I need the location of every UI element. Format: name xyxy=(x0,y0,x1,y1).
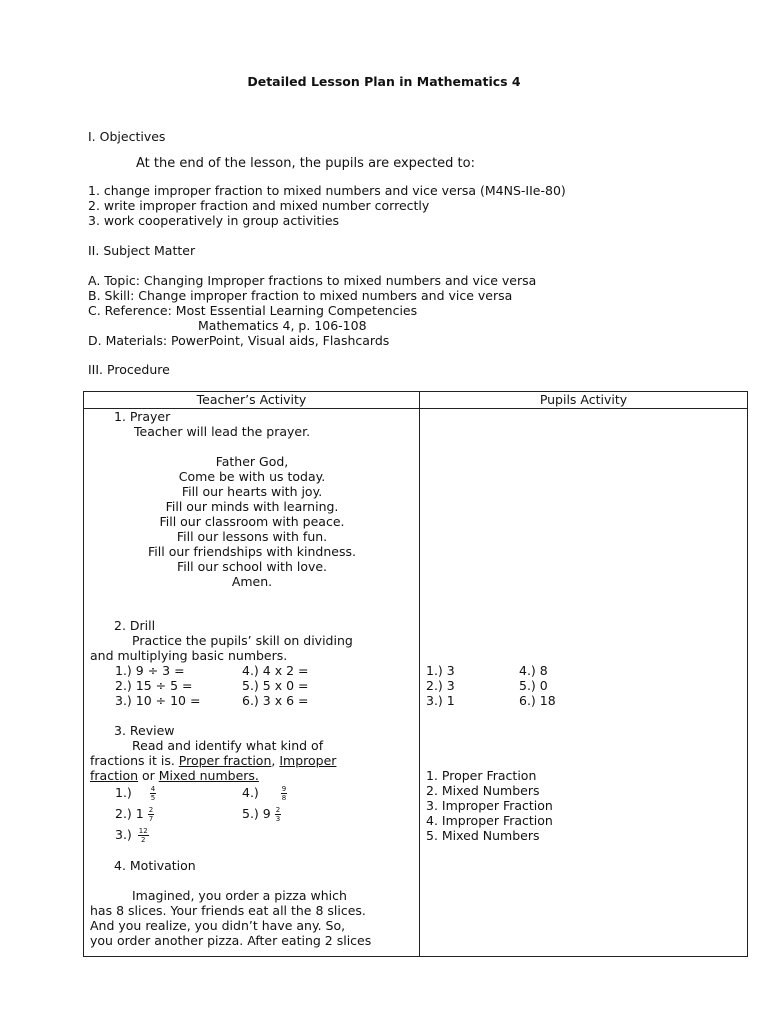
subject-reference: C. Reference: Most Essential Learning Competencies xyxy=(88,303,418,318)
motivation-line: has 8 slices. Your friends eat all the 8 slices. xyxy=(90,903,366,918)
fraction xyxy=(281,785,287,802)
review-answer: 4. Improper Fraction xyxy=(426,813,553,828)
activity-table xyxy=(83,391,748,957)
procedure-heading: III. Procedure xyxy=(88,362,170,377)
drill-label: 2. Drill xyxy=(114,618,156,633)
numerator: 12 xyxy=(138,827,148,835)
subject-skill: B. Skill: Change improper fraction to mixed numbers and vice versa xyxy=(88,288,513,303)
review-item-label: 4.) xyxy=(242,785,259,800)
review-answer: 2. Mixed Numbers xyxy=(426,783,540,798)
drill-question: 3.) 10 ÷ 10 = xyxy=(115,693,201,708)
drill-answer: 6.) 18 xyxy=(519,693,556,708)
drill-question: 6.) 3 x 6 = xyxy=(242,693,309,708)
denominator: 8 xyxy=(281,794,287,802)
fraction xyxy=(138,827,149,844)
prayer-line: Fill our minds with learning. xyxy=(165,499,339,514)
drill-description: and multiplying basic numbers. xyxy=(90,648,288,663)
subject-reference-cont: Mathematics 4, p. 106-108 xyxy=(198,318,367,333)
objective-item: 2. write improper fraction and mixed number correctly xyxy=(88,198,430,213)
fraction-term: fraction xyxy=(90,768,139,783)
review-item-1 xyxy=(115,785,156,802)
numerator: 2 xyxy=(148,806,154,814)
subject-topic: A. Topic: Changing Improper fractions to mixed numbers and vice versa xyxy=(88,273,537,288)
fraction xyxy=(275,806,281,823)
drill-answer: 4.) 8 xyxy=(519,663,548,678)
whole-number: 9 xyxy=(262,806,271,821)
review-item-label: 2.) xyxy=(115,806,132,821)
review-description xyxy=(90,753,336,768)
review-label: 3. Review xyxy=(114,723,175,738)
review-description: Read and identify what kind of xyxy=(132,738,324,753)
review-item-2 xyxy=(115,806,154,823)
drill-answer: 1.) 3 xyxy=(426,663,455,678)
drill-answer: 3.) 1 xyxy=(426,693,455,708)
prayer-line: Amen. xyxy=(231,574,273,589)
improper-term: Improper xyxy=(279,753,337,768)
drill-question: 1.) 9 ÷ 3 = xyxy=(115,663,185,678)
prayer-line: Fill our lessons with fun. xyxy=(176,529,328,544)
whole-number: 1 xyxy=(135,806,144,821)
motivation-line: Imagined, you order a pizza which xyxy=(132,888,347,903)
denominator: 2 xyxy=(141,836,146,844)
review-item-4 xyxy=(242,785,287,802)
denominator: 5 xyxy=(150,794,156,802)
drill-answer: 5.) 0 xyxy=(519,678,548,693)
numerator: 2 xyxy=(275,806,281,814)
review-item-label: 3.) xyxy=(115,827,132,842)
page-title: Detailed Lesson Plan in Mathematics 4 xyxy=(247,74,521,89)
review-text: fractions it is. xyxy=(90,753,179,768)
subject-matter-heading: II. Subject Matter xyxy=(88,243,196,258)
fraction xyxy=(148,806,154,823)
denominator: 7 xyxy=(148,815,154,823)
numerator: 9 xyxy=(281,785,287,793)
motivation-label: 4. Motivation xyxy=(114,858,196,873)
review-item-label: 5.) xyxy=(242,806,259,821)
fraction xyxy=(150,785,156,802)
review-answer: 1. Proper Fraction xyxy=(426,768,537,783)
objectives-intro: At the end of the lesson, the pupils are expected to: xyxy=(136,156,475,171)
review-answer: 5. Mixed Numbers xyxy=(426,828,540,843)
motivation-line: And you realize, you didn’t have any. So, xyxy=(90,918,346,933)
review-item-3 xyxy=(115,827,149,844)
review-text: , xyxy=(271,753,276,768)
teacher-activity-header: Teacher’s Activity xyxy=(196,392,307,407)
numerator: 4 xyxy=(150,785,156,793)
prayer-label: 1. Prayer xyxy=(114,409,171,424)
subject-materials: D. Materials: PowerPoint, Visual aids, Flashcards xyxy=(88,333,390,348)
drill-question: 2.) 15 ÷ 5 = xyxy=(115,678,193,693)
prayer-line: Come be with us today. xyxy=(178,469,326,484)
header-divider xyxy=(84,408,747,409)
prayer-line: Father God, xyxy=(215,454,289,469)
review-item-label: 1.) xyxy=(115,785,132,800)
drill-answer: 2.) 3 xyxy=(426,678,455,693)
review-answer: 3. Improper Fraction xyxy=(426,798,553,813)
mixed-numbers-term: Mixed numbers. xyxy=(158,768,259,783)
drill-description: Practice the pupils’ skill on dividing xyxy=(132,633,353,648)
objectives-heading: I. Objectives xyxy=(88,129,166,144)
denominator: 3 xyxy=(275,815,281,823)
objective-item: 3. work cooperatively in group activities xyxy=(88,213,340,228)
prayer-instruction: Teacher will lead the prayer. xyxy=(134,424,311,439)
pupils-activity-header: Pupils Activity xyxy=(539,392,628,407)
prayer-line: Fill our school with love. xyxy=(176,559,328,574)
drill-question: 4.) 4 x 2 = xyxy=(242,663,309,678)
review-description xyxy=(90,768,259,783)
review-item-5 xyxy=(242,806,281,823)
drill-question: 5.) 5 x 0 = xyxy=(242,678,309,693)
prayer-line: Fill our friendships with kindness. xyxy=(148,544,356,559)
prayer-line: Fill our classroom with peace. xyxy=(159,514,345,529)
review-text: or xyxy=(138,768,159,783)
motivation-line: you order another pizza. After eating 2 slices xyxy=(90,933,372,948)
objective-item: 1. change improper fraction to mixed numbers and vice versa (M4NS-IIe-80) xyxy=(88,183,566,198)
prayer-line: Fill our hearts with joy. xyxy=(181,484,323,499)
proper-fraction-term: Proper fraction xyxy=(178,753,272,768)
